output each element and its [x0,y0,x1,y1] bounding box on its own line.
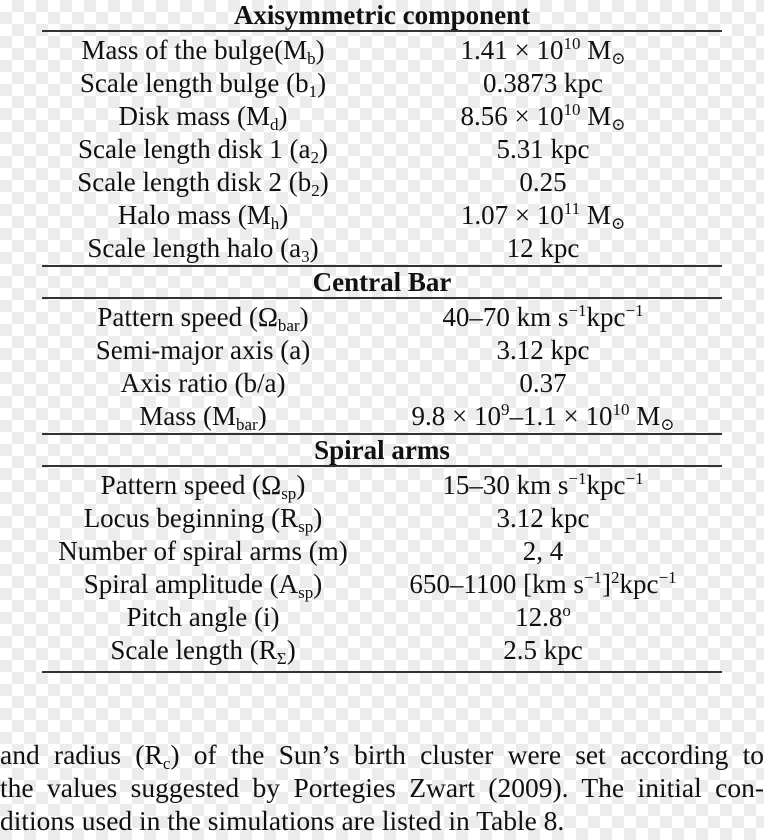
table-row [42,166,722,199]
param-value: 12.8$^o$ [515,601,571,632]
table-row [42,568,722,601]
table-row [42,100,722,133]
section-spiral-arms [42,433,722,673]
body-paragraph [0,738,764,837]
table-row [42,502,722,535]
param-name: Locus beginning $(R_{sp})$ [83,503,323,536]
param-value: 3.12 kpc [496,335,590,365]
section-central-bar [42,265,722,433]
param-value: 3.12 kpc [496,503,590,533]
table-row [42,469,722,502]
table-row [42,67,722,100]
param-value: 15–30 km $s^{-1}kpc^{-1}$ [442,469,644,500]
param-value: 40–70 km $s^{-1}kpc^{-1}$ [442,301,644,332]
param-name: Mass of the $bulge(M_b)$ [81,35,325,68]
param-value: $1.07 \times 10^{11}$ $M_⊙$ [460,199,626,233]
table-row [42,199,722,232]
param-name: Mass $(M_{bar})$ [139,401,267,434]
param-name: Scale length disk 1 $(a_2)$ [78,134,328,167]
param-value: 12 kpc [506,233,580,263]
table-row [42,334,722,367]
param-name: Semi-major axis (a) [95,335,311,365]
section-axisymmetric [42,0,722,265]
table-row [42,367,722,400]
param-name: Scale length halo $(a_3)$ [87,233,319,266]
table-row [42,535,722,568]
param-value: $8.56 \times 10^{10}$ $M_⊙$ [460,100,626,134]
table-row [42,400,722,433]
param-name: Number of spiral arms (m) [58,536,348,566]
section-title: Axisymmetric component [233,0,531,30]
table-bottom-rule [42,671,722,673]
param-name: Scale length bulge $(b_1)$ [79,68,327,101]
param-name: Scale length disk 2 $(b_2)$ [77,167,329,200]
param-value: $9.8 \times 10^9-1.1 \times 10^{10}$ $M_⊙$ [411,400,675,434]
table-row [42,301,722,334]
param-name: Pattern speed $(\Omega_{bar})$ [97,302,309,335]
param-name: Disk mass $(M_d)$ [118,101,288,134]
paragraph-line: ditions used in the simulations are listed in Table 8. [0,805,565,836]
param-name: Pitch angle (i) [126,602,280,632]
param-value: 650–1100 [km $s^{-1}]^2kpc^{-1}$ [409,568,677,599]
param-name: Axis ratio (b/a) [120,368,286,398]
param-name: Scale length $(R_\Sigma)$ [110,635,296,668]
paragraph-line: the values suggested by Portegies Zwart (2009). The initial con- [0,772,764,803]
paragraph-line: and radius $(R_c)$ of the Sun’s birth cluster were set according to [0,739,764,773]
table-row [42,34,722,67]
param-value: 0.3873 kpc [483,68,603,98]
parameters-table [42,0,722,673]
param-value: 2, 4 [522,536,564,566]
param-value: 0.25 [519,167,567,197]
param-value: 0.37 [519,368,567,398]
param-name: Pattern speed $(\Omega_{sp})$ [100,470,306,503]
table-row [42,133,722,166]
table-row [42,634,722,667]
table-row [42,601,722,634]
param-value: 5.31 kpc [496,134,590,164]
section-title: Spiral arms [314,435,450,465]
param-value: 2.5 kpc [503,635,583,665]
param-name: Spiral amplitude $(A_{sp})$ [83,569,323,602]
section-title: Central Bar [312,267,452,297]
param-value: $1.41 \times 10^{10}$ $M_⊙$ [460,34,626,68]
table-row [42,232,722,265]
param-name: Halo mass $(M_h)$ [117,200,289,233]
